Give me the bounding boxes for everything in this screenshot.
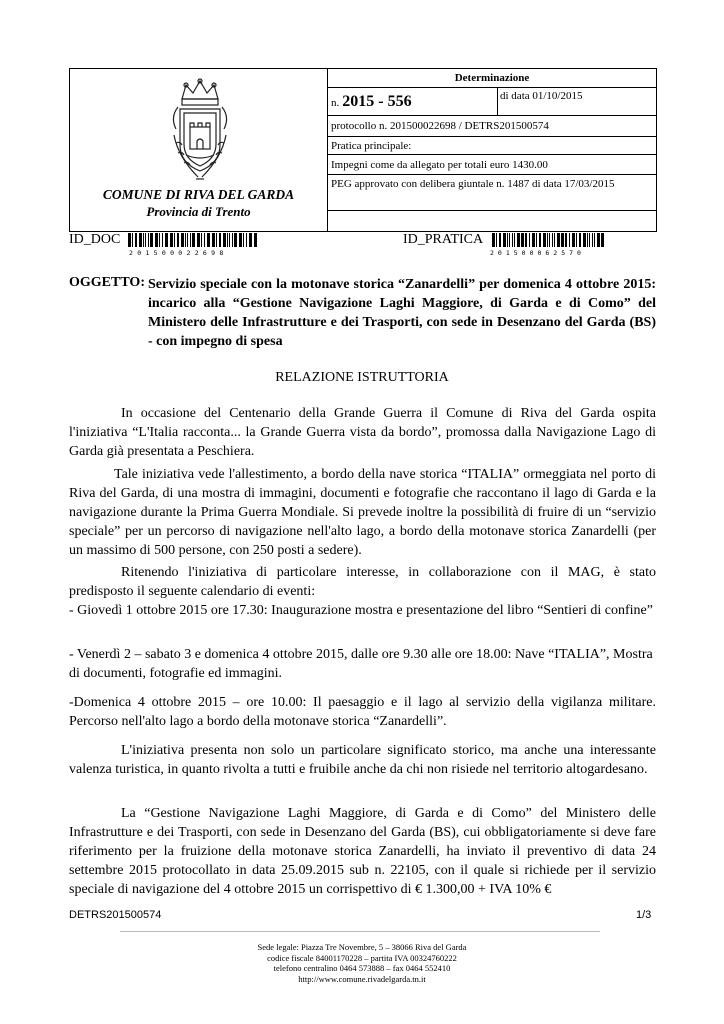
calendar-item-3: -Domenica 4 ottobre 2015 – ore 10.00: Il paesaggio e il lago al servizio della vigilanza militare. Percorso nell'alto lago a bordo della motonave storica “Zanardelli”. [69, 695, 656, 729]
pratica-barcode-number: 201500062570 [490, 249, 585, 257]
calendar-item-1: - Giovedì 1 ottobre 2015 ore 17.30: Inaugurazione mostra e presentazione del libro “Sentieri di confine” [69, 603, 653, 618]
coat-of-arms-icon [168, 77, 232, 185]
calendar-item-2: - Venerdì 2 – sabato 3 e domenica 4 ottobre 2015, dalle ore 9.30 alle ore 18.00: Nave “ITALIA”, Mostra di documenti, fotografie ed immagini. [69, 647, 653, 681]
footer-line: Sede legale: Piazza Tre Novembre, 5 – 38066 Riva del Garda [257, 942, 467, 952]
id-pratica-label: ID_PRATICA [403, 232, 484, 247]
pratica-barcode-icon [492, 233, 604, 247]
footer-doc-id: DETRS201500574 [69, 909, 162, 921]
footer-line: telefono centralino 0464 573888 – fax 0464 552410 [273, 963, 451, 973]
determination-info [328, 69, 656, 231]
commitments-total: Impegni come da allegato per totali euro 1430.00 [328, 155, 656, 175]
section-title: RELAZIONE ISTRUTTORIA [275, 370, 449, 385]
determination-number: 2015 - 556 [342, 93, 412, 110]
determination-number-cell [328, 88, 498, 116]
peg-approval: PEG approvato con delibera giuntale n. 1487 di data 17/03/2015 [328, 175, 656, 211]
determination-date: di data 01/10/2015 [500, 90, 583, 102]
province-name: Provincia di Trento [146, 204, 251, 219]
id-doc-label: ID_DOC [69, 232, 121, 247]
subject-text: Servizio speciale con la motonave storica “Zanardelli” per domenica 4 ottobre 2015: incarico alla “Gestione Navigazione Laghi Maggiore, di Garda e di Como” del Ministero delle Infrastrutture e dei Trasporti, con sede in Desenzano del Garda (BS) - con impegno di spesa [148, 277, 656, 349]
paragraph-5: La “Gestione Navigazione Laghi Maggiore, di Garda e di Como” del Ministero delle Infrastrutture e dei Trasporti, con sede in Desenzano del Garda (BS), cui obbligatoriamente si deve fare riferimento per la fruizione della motonave storica Zanardelli, ha inviato il preventivo di data 24 settembre 2015 protocollato in data 25.09.2015 sub n. 22105, con il quale si richiede per il servizio speciale di navigazione del 4 ottobre 2015 un corrispettivo di € 1.300,00 + IVA 10% € [69, 806, 656, 897]
paragraph-1: In occasione del Centenario della Grande Guerra il Comune di Riva del Garda ospita l'iniziativa “L'Italia racconta... la Grande Guerra vista da bordo”, promossa dalla Navigazione Lago di Garda già presentata a Peschiera. [69, 406, 656, 459]
municipality-name: COMUNE DI RIVA DEL GARDA [102, 187, 295, 202]
subject-label: OGGETTO: [69, 275, 145, 290]
protocol-number: protocollo n. 201500022698 / DETRS201500574 [328, 116, 656, 137]
page-number: 1/3 [636, 909, 652, 921]
footer-website-link[interactable]: http://www.comune.rivadelgarda.tn.it [298, 973, 426, 984]
footer-divider [120, 931, 600, 932]
paragraph-2: Tale iniziativa vede l'allestimento, a bordo della nave storica “ITALIA” ormeggiata nel porto di Riva del Garda, di una mostra di immagini, documenti e fotografie che raccontano il lago di Garda e la navigazione durante la Prima Guerra Mondiale. Si prevede inoltre la possibilità di fruire di un “servizio speciale” per un percorso di navigazione nell'alto lago, a bordo della motonave storica Zanardelli (per un massimo di 500 persone, con 250 posti a sedere). [69, 467, 656, 558]
empty-row [328, 211, 656, 231]
municipality-cell [70, 69, 328, 231]
determination-number-row [328, 88, 656, 116]
footer-line: codice fiscale 84001170228 – partita IVA 00324760222 [267, 952, 457, 963]
paragraph-4: L'iniziativa presenta non solo un particolare significato storico, ma anche una interessante valenza turistica, in quanto rivolta a tutti e fruibile anche da chi non risiede nel territorio altogardesano. [69, 743, 656, 777]
main-practice-label: Pratica principale: [328, 137, 656, 155]
determination-title: Determinazione [328, 69, 656, 88]
footer-address [0, 942, 724, 984]
paragraph-3: Ritenendo l'iniziativa di particolare interesse, in collaborazione con il MAG, è stato predisposto il seguente calendario di eventi: [69, 565, 656, 599]
number-prefix: n. [331, 97, 340, 109]
doc-barcode-number: 201500022698 [129, 249, 228, 257]
doc-barcode-icon [128, 233, 258, 247]
header-table [69, 68, 657, 232]
